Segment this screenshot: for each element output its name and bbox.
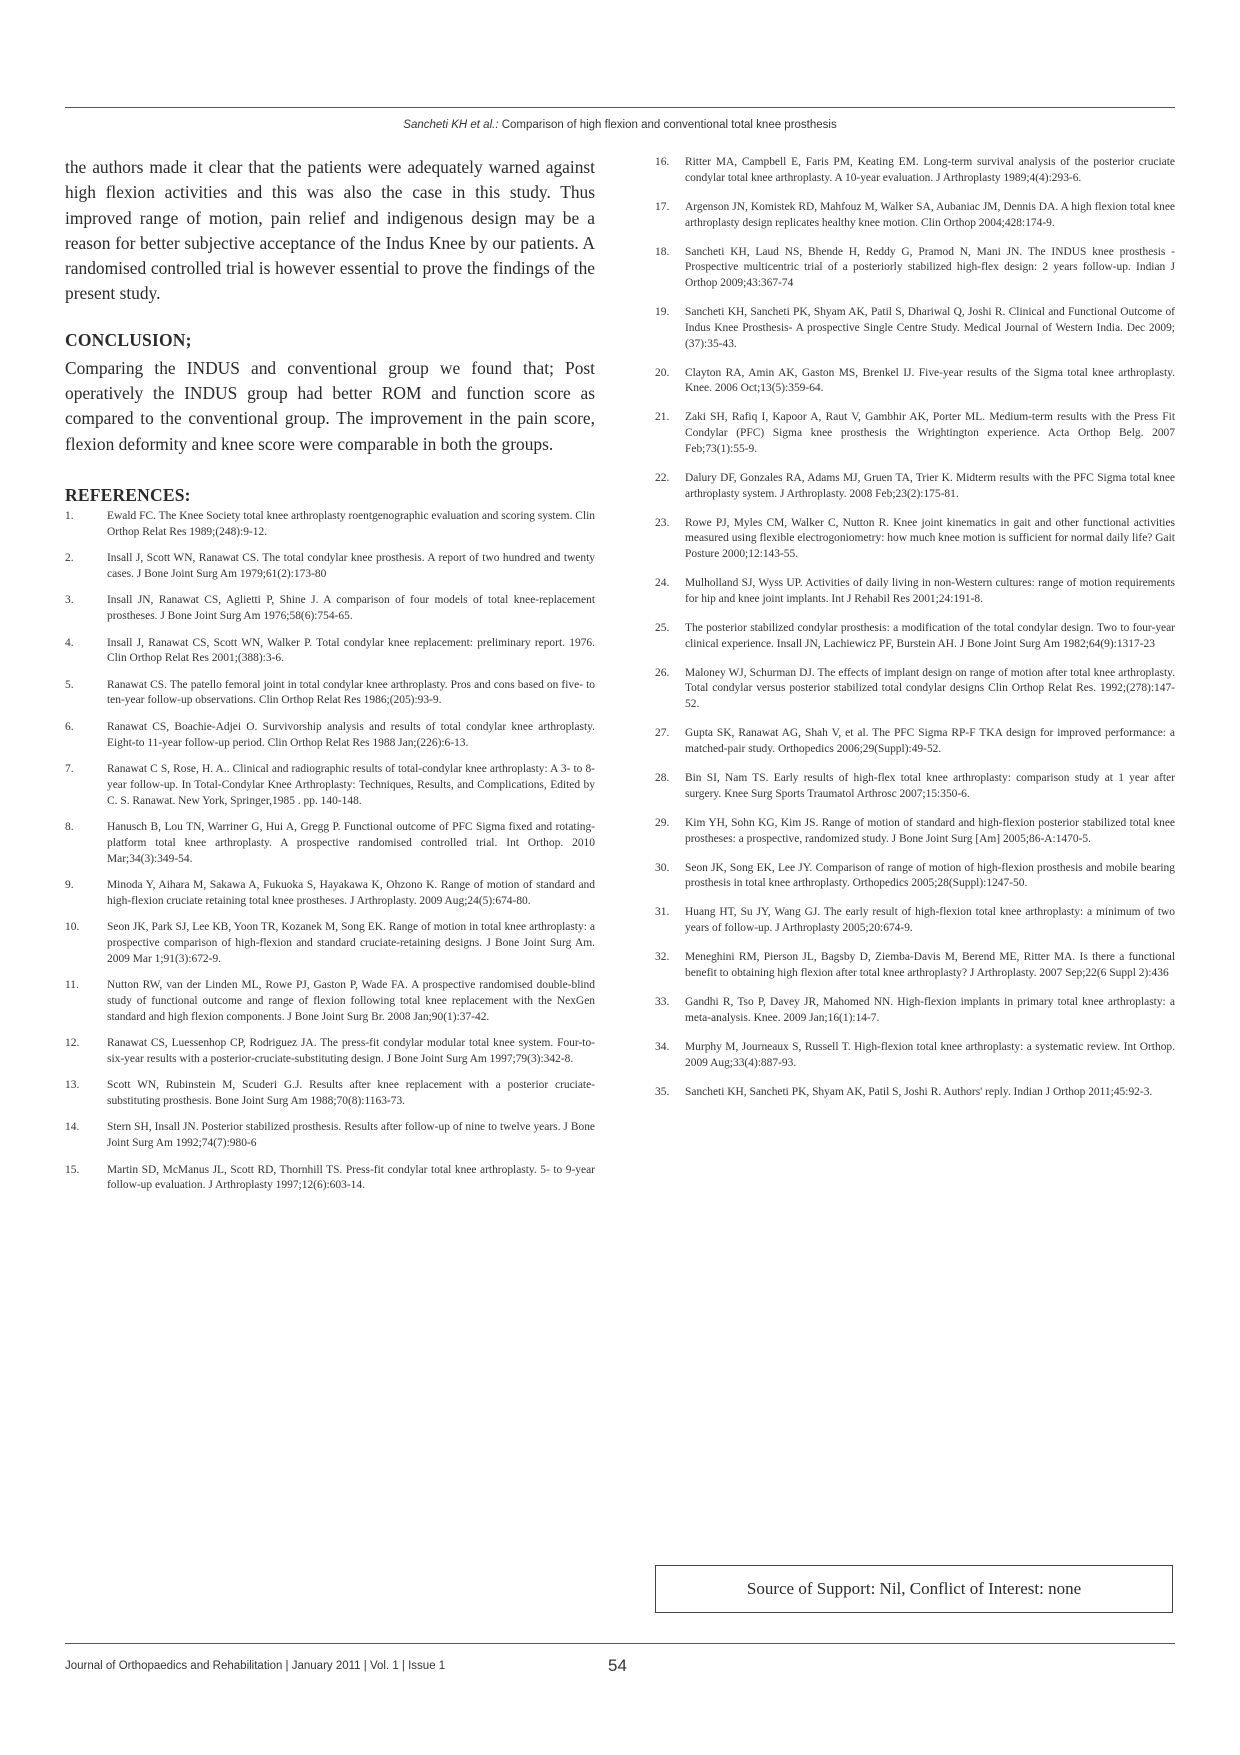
reference-number: 3. xyxy=(65,594,74,607)
reference-number: 16. xyxy=(655,156,670,168)
reference-text: Insall J, Ranawat CS, Scott WN, Walker P. Total condylar knee replacement: preliminary report. 1976. Clin Orthop Relat Res 2001;(388):3-6. xyxy=(107,636,595,665)
reference-item xyxy=(65,820,595,867)
reference-text: Ritter MA, Campbell E, Faris PM, Keating EM. Long-term survival analysis of the posterior cruciate condylar total knee arthroplasty. A 10-year evaluation. J Arthroplasty 1989;4(4):293-6. xyxy=(685,156,1175,184)
reference-number: 26. xyxy=(655,666,670,679)
reference-text: Kim YH, Sohn KG, Kim JS. Range of motion of standard and high-flexion posterior stabilized total knee prostheses: a prospective, randomized study. J Bone Joint Surg [Am] 2005;86-A:1470-5. xyxy=(685,816,1175,845)
reference-number: 18. xyxy=(655,245,670,258)
reference-text: Rowe PJ, Myles CM, Walker C, Nutton R. Knee joint kinematics in gait and other functional activities measured using flexible electrogoniometry: how much knee motion is sufficient for normal daily life? Gait Posture 2000;12:143-55. xyxy=(685,516,1175,561)
reference-number: 15. xyxy=(65,1163,80,1176)
reference-number: 14. xyxy=(65,1121,80,1134)
header-rule xyxy=(65,107,1175,108)
reference-text: Argenson JN, Komistek RD, Mahfouz M, Walker SA, Aubaniac JM, Dennis DA. A high flexion total knee arthroplasty design replicates healthy knee motion. Clin Orthop 2004;428:174-9. xyxy=(685,200,1175,229)
reference-item xyxy=(655,995,1175,1026)
reference-text: Ranawat CS, Boachie-Adjei O. Survivorship analysis and results of total condylar knee arthroplasty. Eight-to 11-year follow-up period. Clin Orthop Relat Res 1988 Jan;(226):6-13. xyxy=(107,720,595,749)
references-list-left xyxy=(65,509,595,1194)
reference-number: 12. xyxy=(65,1037,80,1050)
right-column xyxy=(655,155,1175,1114)
reference-item xyxy=(655,366,1175,397)
reference-text: Minoda Y, Aihara M, Sakawa A, Fukuoka S, Hayakawa K, Ohzono K. Range of motion of standard and high-flexion cruciate retaining total knee prostheses. J Arthroplasty. 2009 Aug;24(5):674-80. xyxy=(107,879,595,907)
reference-text: Clayton RA, Amin AK, Gaston MS, Brenkel IJ. Five-year results of the Sigma total knee arthroplasty. Knee. 2006 Oct;13(5):359-64. xyxy=(685,366,1175,395)
reference-number: 32. xyxy=(655,951,670,964)
reference-text: Sancheti KH, Sancheti PK, Shyam AK, Patil S, Dhariwal Q, Joshi R. Clinical and Functional Outcome of Indus Knee Prosthesis- A prospective Single Centre Study. Medical Journal of Western India. Dec 2009; (37):35-43. xyxy=(685,306,1175,350)
reference-text: Ranawat C S, Rose, H. A.. Clinical and radiographic results of total-condylar knee arthroplasty: A 3- to 8-year follow-up. In Total-Condylar Knee Arthroplasty: Techniques, Results, and Complications, Edited by C. S. Ranawat. New York, Springer,1985 . pp. 140-148. xyxy=(107,763,595,807)
reference-text: Dalury DF, Gonzales RA, Adams MJ, Gruen TA, Trier K. Midterm results with the PFC Sigma total knee arthroplasty system. J Arthroplasty. 2008 Feb;23(2):175-81. xyxy=(685,471,1175,500)
reference-number: 24. xyxy=(655,577,670,590)
reference-number: 25. xyxy=(655,621,670,634)
conclusion-heading: CONCLUSION; xyxy=(65,329,192,350)
reference-item xyxy=(655,816,1175,847)
reference-item xyxy=(655,245,1175,292)
reference-item xyxy=(655,1040,1175,1071)
reference-item xyxy=(65,1120,595,1151)
reference-item xyxy=(655,576,1175,607)
reference-text: Ranawat CS, Luessenhop CP, Rodriguez JA. The press-fit condylar modular total knee system. Four-to-six-year results with a posterior-cruciate-substituting design. J Bone Joint Surg Am 1997;79(3):342-8. xyxy=(107,1037,595,1065)
running-head-authors: Sancheti KH et al.: xyxy=(403,119,499,131)
footer-rule xyxy=(65,1643,1175,1644)
reference-item xyxy=(655,516,1175,563)
reference-item xyxy=(65,593,595,624)
reference-text: Scott WN, Rubinstein M, Scuderi G.J. Results after knee replacement with a posterior cruciate-substituting prosthesis. Bone Joint Surg Am 1988;70(8):1163-73. xyxy=(107,1079,595,1107)
reference-item xyxy=(655,1085,1175,1101)
reference-item xyxy=(65,1163,595,1194)
reference-item xyxy=(655,666,1175,713)
reference-number: 23. xyxy=(655,516,670,529)
reference-text: Nutton RW, van der Linden ML, Rowe PJ, Gaston P, Wade FA. A prospective randomised double-blind study of functional outcome and range of flexion following total knee replacement with the NexGen standard and high flexion components. J Bone Joint Surg Br. 2008 Jan;90(1):37-42. xyxy=(107,979,595,1023)
reference-number: 19. xyxy=(655,306,670,319)
conclusion-paragraph: Comparing the INDUS and conventional group we found that; Post operatively the INDUS group had better ROM and function score as compared to the conventional group. The improvement in the pain score, flexion deformity and knee score were comparable in both the groups. xyxy=(65,357,595,454)
reference-number: 10. xyxy=(65,921,80,934)
reference-item xyxy=(655,905,1175,936)
running-head xyxy=(65,119,1175,131)
reference-item xyxy=(65,509,595,540)
reference-text: Bin SI, Nam TS. Early results of high-flex total knee arthroplasty: comparison study at 1 year after surgery. Knee Surg Sports Traumatol Arthrosc 2007;15:350-6. xyxy=(685,772,1175,800)
reference-number: 17. xyxy=(655,200,670,213)
reference-number: 27. xyxy=(655,727,670,740)
reference-text: Gupta SK, Ranawat AG, Shah V, et al. The PFC Sigma RP-F TKA design for improved performance: a matched-pair study. Orthopedics 2006;29(Suppl):49-52. xyxy=(685,727,1175,755)
reference-item xyxy=(65,1078,595,1109)
reference-text: Ewald FC. The Knee Society total knee arthroplasty roentgenographic evaluation and scoring system. Clin Orthop Relat Res 1989;(248):9-12. xyxy=(107,509,595,538)
reference-number: 4. xyxy=(65,636,74,649)
reference-text: Martin SD, McManus JL, Scott RD, Thornhill TS. Press-fit condylar total knee arthroplasty. 5- to 9-year follow-up evaluation. J Arthroplasty 1997;12(6):603-14. xyxy=(107,1163,595,1192)
reference-text: Maloney WJ, Schurman DJ. The effects of implant design on range of motion after total knee arthroplasty. Total condylar versus posterior stabilized total condylar designs Clin Orthop Relat Res. 1992;(278):147-52. xyxy=(685,666,1175,711)
support-conflict-box xyxy=(655,1565,1173,1613)
reference-text: Sancheti KH, Sancheti PK, Shyam AK, Patil S, Joshi R. Authors' reply. Indian J Orthop 2011;45:92-3. xyxy=(685,1085,1153,1098)
reference-item xyxy=(655,771,1175,802)
reference-text: Seon JK, Park SJ, Lee KB, Yoon TR, Kozanek M, Song EK. Range of motion in total knee arthroplasty: a prospective comparison of high-flexion and standard cruciate-retaining designs. J Bone Joint Surg Am. 2009 Mar 1;91(3):672-9. xyxy=(107,921,595,965)
page-number: 54 xyxy=(608,1656,627,1675)
reference-item xyxy=(655,155,1175,186)
reference-number: 2. xyxy=(65,552,74,565)
reference-text: Mulholland SJ, Wyss UP. Activities of daily living in non-Western cultures: range of motion requirements for hip and knee joint implants. Int J Rehabil Res 2001;24:191-8. xyxy=(685,577,1175,605)
reference-text: Zaki SH, Rafiq I, Kapoor A, Raut V, Gambhir AK, Porter ML. Medium-term results with the Press Fit Condylar (PFC) Sigma knee prosthesis the Wrightington experience. Acta Orthop Belg. 2007 Feb;73(1):55-9. xyxy=(685,411,1175,455)
reference-number: 21. xyxy=(655,411,670,424)
reference-text: Insall JN, Ranawat CS, Aglietti P, Shine J. A comparison of four models of total knee-replacement prostheses. J Bone Joint Surg Am 1976;58(6):754-65. xyxy=(107,594,595,623)
support-conflict-text: Source of Support: Nil, Conflict of Interest: none xyxy=(746,1579,1082,1598)
reference-item xyxy=(65,678,595,709)
reference-item xyxy=(65,978,595,1025)
reference-item xyxy=(655,471,1175,502)
reference-number: 8. xyxy=(65,821,74,834)
reference-text: Seon JK, Song EK, Lee JY. Comparison of range of motion of high-flexion prosthesis and mobile bearing prosthesis in total knee arthroplasty. Orthopedics 2005;28(Suppl):1247-50. xyxy=(685,861,1175,890)
reference-number: 28. xyxy=(655,772,670,785)
reference-number: 31. xyxy=(655,906,670,919)
reference-item xyxy=(65,762,595,809)
reference-item xyxy=(655,621,1175,652)
reference-text: Murphy M, Journeaux S, Russell T. High-flexion total knee arthroplasty: a systematic review. Int Orthop. 2009 Aug;33(4):887-93. xyxy=(685,1040,1175,1069)
reference-item xyxy=(65,920,595,967)
reference-number: 30. xyxy=(655,861,670,874)
reference-text: Meneghini RM, Pierson JL, Bagsby D, Ziemba-Davis M, Berend ME, Ritter MA. Is there a functional benefit to obtaining high flexion after total knee arthroplasty? J Arthroplasty. 2007 Sep;22(6 Suppl 2):436 xyxy=(685,951,1175,979)
reference-text: Stern SH, Insall JN. Posterior stabilized prosthesis. Results after follow-up of nine to twelve years. J Bone Joint Surg Am 1992;74(7):980-6 xyxy=(107,1121,595,1150)
reference-number: 33. xyxy=(655,996,670,1009)
reference-item xyxy=(655,726,1175,757)
references-list-right xyxy=(655,155,1175,1100)
reference-number: 9. xyxy=(65,879,74,891)
reference-item xyxy=(655,861,1175,892)
reference-number: 1. xyxy=(65,509,74,522)
reference-text: Insall J, Scott WN, Ranawat CS. The total condylar knee prosthesis. A report of two hundred and twenty cases. J Bone Joint Surg Am 1979;61(2):173-80 xyxy=(107,552,595,580)
reference-text: The posterior stabilized condylar prosthesis: a modification of the total condylar design. Two to four-year clinical experience. Insall JN, Lachiewicz PF, Burstein AH. J Bone Joint Surg Am 1982;64(9):1317-23 xyxy=(685,621,1175,650)
intro-paragraph: the authors made it clear that the patients were adequately warned against high flexion activities and this was also the case in this study. Thus improved range of motion, pain relief and indigenous design may be a reason for better subjective acceptance of the Indus Knee by our patients. A randomised controlled trial is however essential to prove the findings of the present study. xyxy=(65,157,595,304)
reference-item xyxy=(655,410,1175,457)
reference-number: 7. xyxy=(65,763,74,776)
reference-item xyxy=(65,636,595,667)
left-column xyxy=(65,155,595,1205)
reference-number: 20. xyxy=(655,366,670,379)
reference-number: 22. xyxy=(655,471,670,484)
reference-number: 29. xyxy=(655,816,670,829)
reference-number: 35. xyxy=(655,1085,670,1098)
references-heading: REFERENCES: xyxy=(65,484,191,505)
reference-item xyxy=(65,1036,595,1067)
reference-number: 11. xyxy=(65,979,79,992)
reference-text: Gandhi R, Tso P, Davey JR, Mahomed NN. High-flexion implants in primary total knee arthroplasty: a meta-analysis. Knee. 2009 Jan;16(1):14-7. xyxy=(685,996,1175,1024)
reference-text: Sancheti KH, Laud NS, Bhende H, Reddy G, Pramod N, Mani JN. The INDUS knee prosthesis - Prospective multicentric trial of a posteriorly stabilized high-flex design: 2 years follow-up. Indian J Orthop 2009;43:367-74 xyxy=(685,245,1175,289)
reference-text: Huang HT, Su JY, Wang GJ. The early result of high-flexion total knee arthroplasty: a minimum of two years of follow-up. J Arthroplasty 2005;20:674-9. xyxy=(685,906,1175,935)
reference-item xyxy=(655,305,1175,352)
reference-item xyxy=(655,200,1175,231)
reference-number: 6. xyxy=(65,720,74,733)
reference-item xyxy=(65,551,595,582)
reference-text: Ranawat CS. The patello femoral joint in total condylar knee arthroplasty. Pros and cons based on five- to ten-year follow-up observations. Clin Orthop Relat Res 1986;(205):93-9. xyxy=(107,678,595,707)
reference-number: 13. xyxy=(65,1079,80,1092)
footer-journal-info: Journal of Orthopaedics and Rehabilitation | January 2011 | Vol. 1 | Issue 1 xyxy=(65,1660,446,1672)
reference-number: 5. xyxy=(65,678,74,691)
reference-item xyxy=(65,720,595,751)
reference-number: 34. xyxy=(655,1040,670,1053)
running-head-title: Comparison of high flexion and conventional total knee prosthesis xyxy=(501,119,837,131)
reference-text: Hanusch B, Lou TN, Warriner G, Hui A, Gregg P. Functional outcome of PFC Sigma fixed and rotating-platform total knee arthroplasty. A prospective randomised controlled trial. Int Orthop. 2010 Mar;34(3):349-54. xyxy=(107,821,595,865)
reference-item xyxy=(655,950,1175,981)
reference-item xyxy=(65,878,595,909)
